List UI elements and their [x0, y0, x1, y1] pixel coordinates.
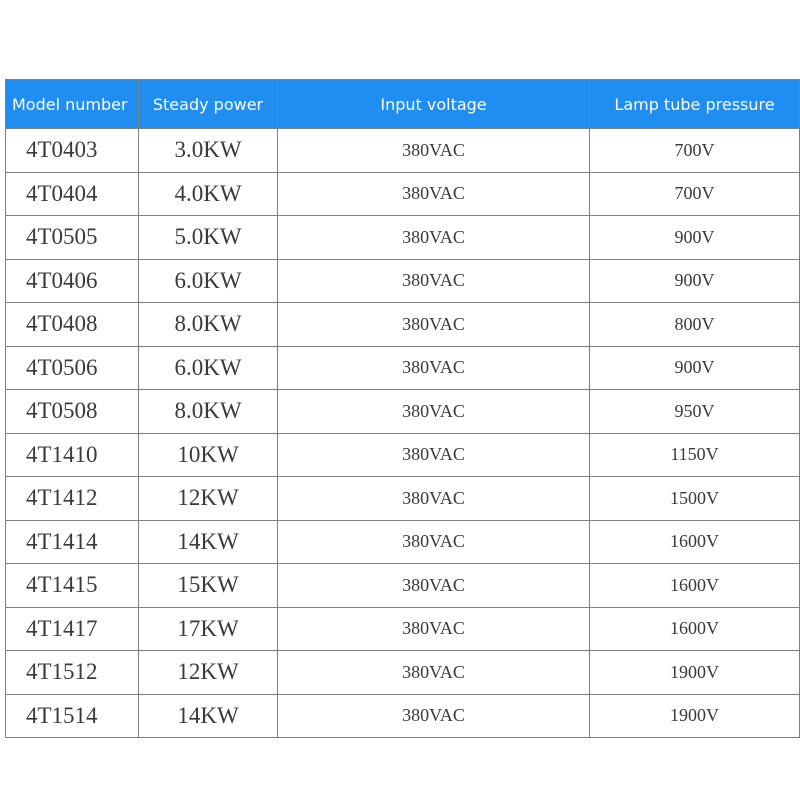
- input-voltage-cell: 380VAC: [278, 607, 590, 651]
- model-number-cell: 4T0406: [6, 259, 139, 303]
- steady-power-cell: 10KW: [139, 433, 278, 477]
- model-number-cell: 4T1415: [6, 564, 139, 608]
- steady-power-cell: 6.0KW: [139, 259, 278, 303]
- model-number-cell: 4T1412: [6, 477, 139, 521]
- steady-power-cell: 12KW: [139, 477, 278, 521]
- steady-power-cell: 8.0KW: [139, 303, 278, 347]
- header-lamp-tube-pressure: Lamp tube pressure: [590, 80, 800, 129]
- table-row: [6, 433, 800, 477]
- lamp-tube-pressure-cell: 1600V: [590, 607, 800, 651]
- input-voltage-cell: 380VAC: [278, 564, 590, 608]
- input-voltage-cell: 380VAC: [278, 477, 590, 521]
- input-voltage-cell: 380VAC: [278, 390, 590, 434]
- input-voltage-cell: 380VAC: [278, 259, 590, 303]
- steady-power-cell: 6.0KW: [139, 346, 278, 390]
- header-model-number: Model number: [6, 80, 139, 129]
- table-body: [6, 129, 800, 738]
- lamp-tube-pressure-cell: 900V: [590, 216, 800, 260]
- input-voltage-cell: 380VAC: [278, 433, 590, 477]
- lamp-tube-pressure-cell: 900V: [590, 346, 800, 390]
- model-number-cell: 4T1417: [6, 607, 139, 651]
- lamp-tube-pressure-cell: 800V: [590, 303, 800, 347]
- table-row: [6, 303, 800, 347]
- lamp-tube-pressure-cell: 700V: [590, 129, 800, 173]
- input-voltage-cell: 380VAC: [278, 216, 590, 260]
- lamp-tube-pressure-cell: 1600V: [590, 520, 800, 564]
- header-row: [6, 80, 800, 129]
- model-number-cell: 4T0505: [6, 216, 139, 260]
- steady-power-cell: 17KW: [139, 607, 278, 651]
- table-row: [6, 346, 800, 390]
- table-row: [6, 390, 800, 434]
- lamp-tube-pressure-cell: 1500V: [590, 477, 800, 521]
- steady-power-cell: 4.0KW: [139, 172, 278, 216]
- model-number-cell: 4T0403: [6, 129, 139, 173]
- steady-power-cell: 15KW: [139, 564, 278, 608]
- table-row: [6, 694, 800, 738]
- input-voltage-cell: 380VAC: [278, 520, 590, 564]
- table-row: [6, 651, 800, 695]
- model-number-cell: 4T1410: [6, 433, 139, 477]
- header-steady-power: Steady power: [139, 80, 278, 129]
- model-number-cell: 4T1414: [6, 520, 139, 564]
- model-number-cell: 4T0404: [6, 172, 139, 216]
- input-voltage-cell: 380VAC: [278, 346, 590, 390]
- model-number-cell: 4T0408: [6, 303, 139, 347]
- model-number-cell: 4T0506: [6, 346, 139, 390]
- steady-power-cell: 12KW: [139, 651, 278, 695]
- input-voltage-cell: 380VAC: [278, 303, 590, 347]
- table-row: [6, 216, 800, 260]
- model-number-cell: 4T0508: [6, 390, 139, 434]
- table-header: [6, 80, 800, 129]
- table-row: [6, 259, 800, 303]
- input-voltage-cell: 380VAC: [278, 651, 590, 695]
- steady-power-cell: 14KW: [139, 694, 278, 738]
- lamp-tube-pressure-cell: 1600V: [590, 564, 800, 608]
- table-row: [6, 129, 800, 173]
- lamp-tube-pressure-cell: 950V: [590, 390, 800, 434]
- spec-table: [5, 79, 800, 738]
- steady-power-cell: 8.0KW: [139, 390, 278, 434]
- model-number-cell: 4T1512: [6, 651, 139, 695]
- header-input-voltage: Input voltage: [278, 80, 590, 129]
- table-row: [6, 172, 800, 216]
- lamp-tube-pressure-cell: 1900V: [590, 694, 800, 738]
- table-row: [6, 607, 800, 651]
- steady-power-cell: 3.0KW: [139, 129, 278, 173]
- model-number-cell: 4T1514: [6, 694, 139, 738]
- table-row: [6, 520, 800, 564]
- input-voltage-cell: 380VAC: [278, 172, 590, 216]
- lamp-tube-pressure-cell: 1900V: [590, 651, 800, 695]
- lamp-tube-pressure-cell: 700V: [590, 172, 800, 216]
- input-voltage-cell: 380VAC: [278, 694, 590, 738]
- lamp-tube-pressure-cell: 900V: [590, 259, 800, 303]
- table-row: [6, 477, 800, 521]
- steady-power-cell: 5.0KW: [139, 216, 278, 260]
- input-voltage-cell: 380VAC: [278, 129, 590, 173]
- lamp-tube-pressure-cell: 1150V: [590, 433, 800, 477]
- table-row: [6, 564, 800, 608]
- steady-power-cell: 14KW: [139, 520, 278, 564]
